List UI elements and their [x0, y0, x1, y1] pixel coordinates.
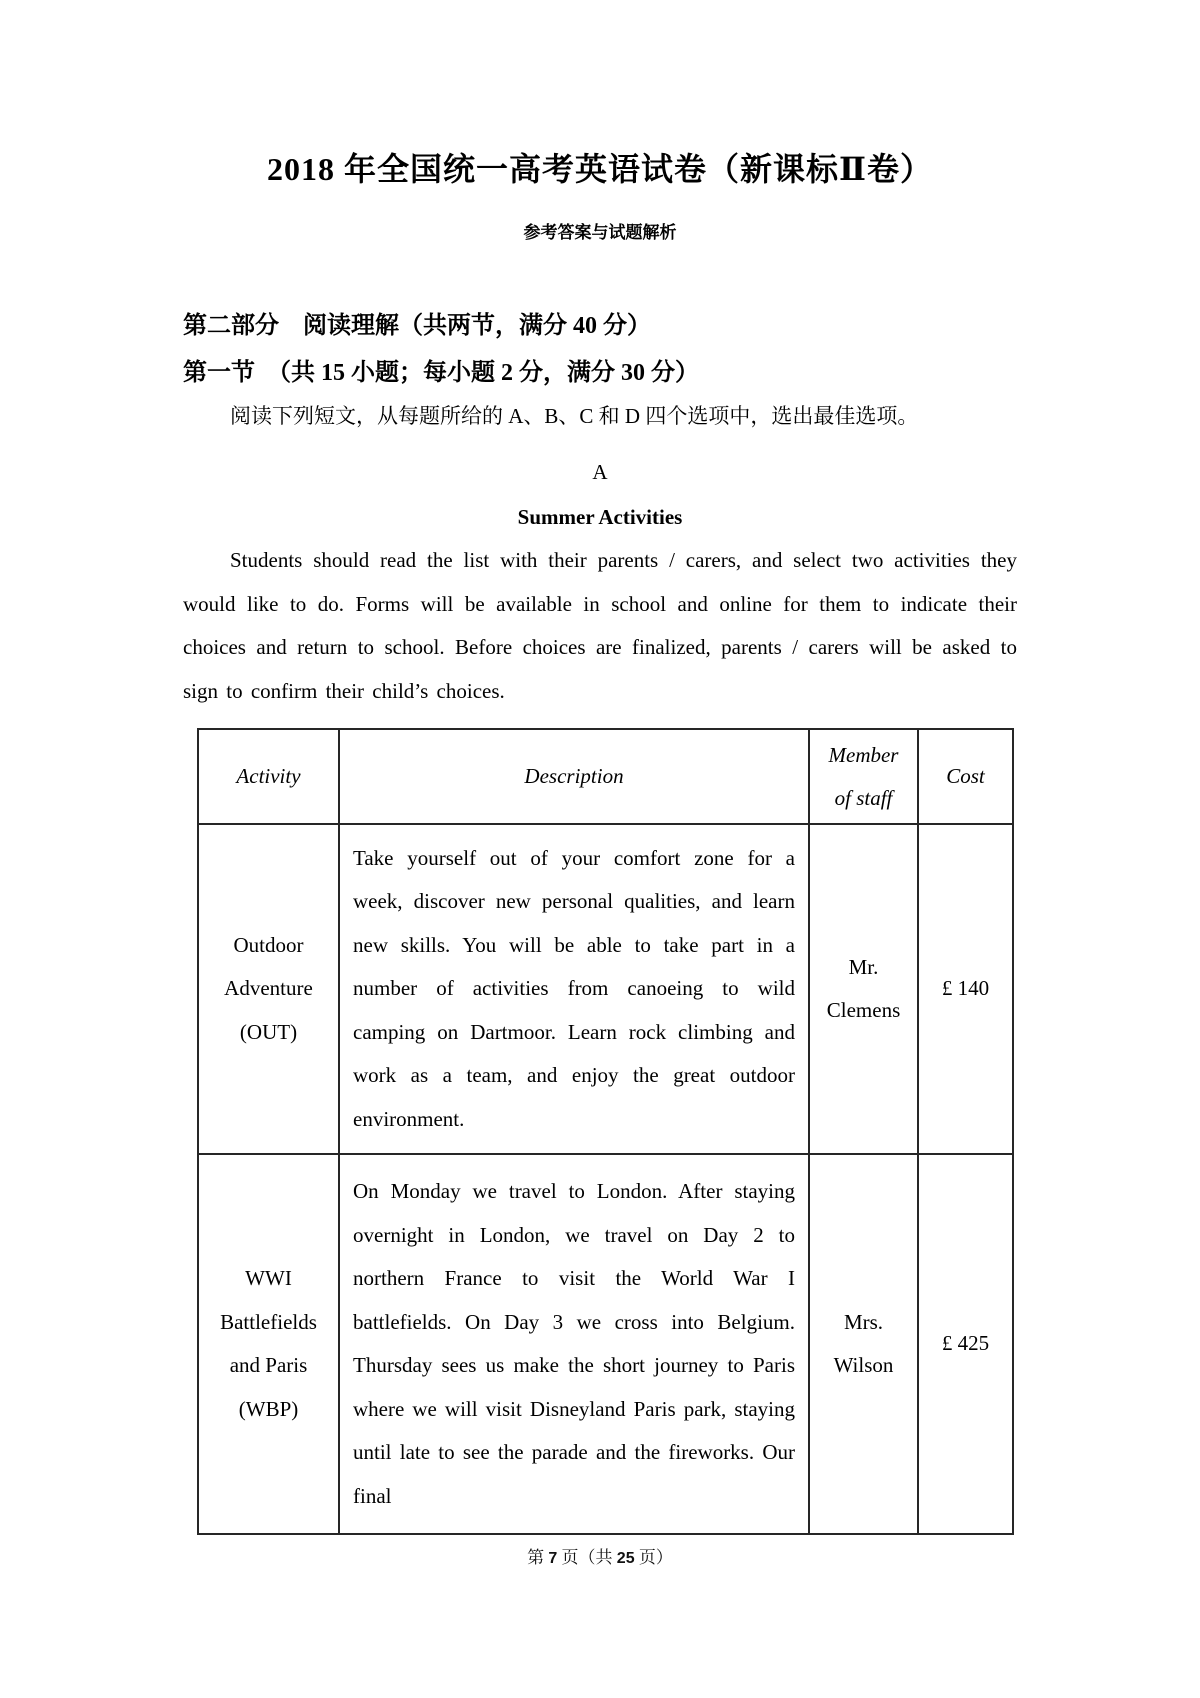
activity-cell: Outdoor Adventure (OUT) — [198, 824, 339, 1154]
table-row-outdoor-adventure — [198, 824, 1013, 1154]
page-title: 2018 年全国统一高考英语试卷（新课标Ⅱ卷） — [267, 151, 933, 187]
footer-text-suffix: 页） — [634, 1548, 673, 1567]
footer-text-middle: 页（共 — [557, 1548, 617, 1567]
cost-cell: £ 140 — [918, 824, 1013, 1154]
staff-cell: Mrs. Wilson — [809, 1154, 918, 1534]
passage-label: A — [592, 460, 608, 484]
column-header-cost: Cost — [918, 729, 1013, 824]
cost-cell: £ 425 — [918, 1154, 1013, 1534]
table-header-row — [198, 729, 1013, 824]
activities-table — [197, 728, 1014, 1535]
description-cell: Take yourself out of your comfort zone for a week, discover new personal qualities, and learn new skills. You will be able to take part in a number of activities from canoeing to wild camping on Dartmoor. Learn rock climbing and work as a team, and enjoy the great outdoor environment. — [339, 824, 809, 1154]
footer-page-number: 7 — [548, 1550, 558, 1567]
staff-cell: Mr. Clemens — [809, 824, 918, 1154]
column-header-description: Description — [339, 729, 809, 824]
activity-cell: WWI Battlefields and Paris (WBP) — [198, 1154, 339, 1534]
instruction-text: 阅读下列短文，从每题所给的 A、B、C 和 D 四个选项中，选出最佳选项。 — [230, 404, 919, 428]
description-cell: On Monday we travel to London. After staying overnight in London, we travel on Day 2 to northern France to visit the World War I battlefields. On Day 3 we cross into Belgium. Thursday sees us make the short journey to Paris where we will visit Disneyland Paris park, staying until late to see the parade and the fireworks. Our final — [339, 1154, 809, 1534]
column-header-activity: Activity — [198, 729, 339, 824]
section-part-heading: 第二部分 阅读理解（共两节，满分 40 分） — [183, 313, 651, 339]
section-subsection-heading: 第一节 （共 15 小题；每小题 2 分，满分 30 分） — [183, 360, 699, 386]
footer-total-pages: 25 — [616, 1550, 635, 1567]
table-row-wwi-battlefields — [198, 1154, 1013, 1534]
page-subtitle: 参考答案与试题解析 — [523, 223, 677, 242]
column-header-member-of-staff: Member of staff — [809, 729, 918, 824]
passage-title: Summer Activities — [517, 505, 683, 529]
page-footer — [0, 1547, 1200, 1570]
footer-text-prefix: 第 — [527, 1548, 549, 1567]
passage-intro: Students should read the list with their parents / carers, and select two activities they would like to do. Forms will be available in school and online for them to indicate their choices and return to school. Before choices are finalized, parents / carers will be asked to sign to confirm their child’s choices. — [183, 548, 1017, 703]
